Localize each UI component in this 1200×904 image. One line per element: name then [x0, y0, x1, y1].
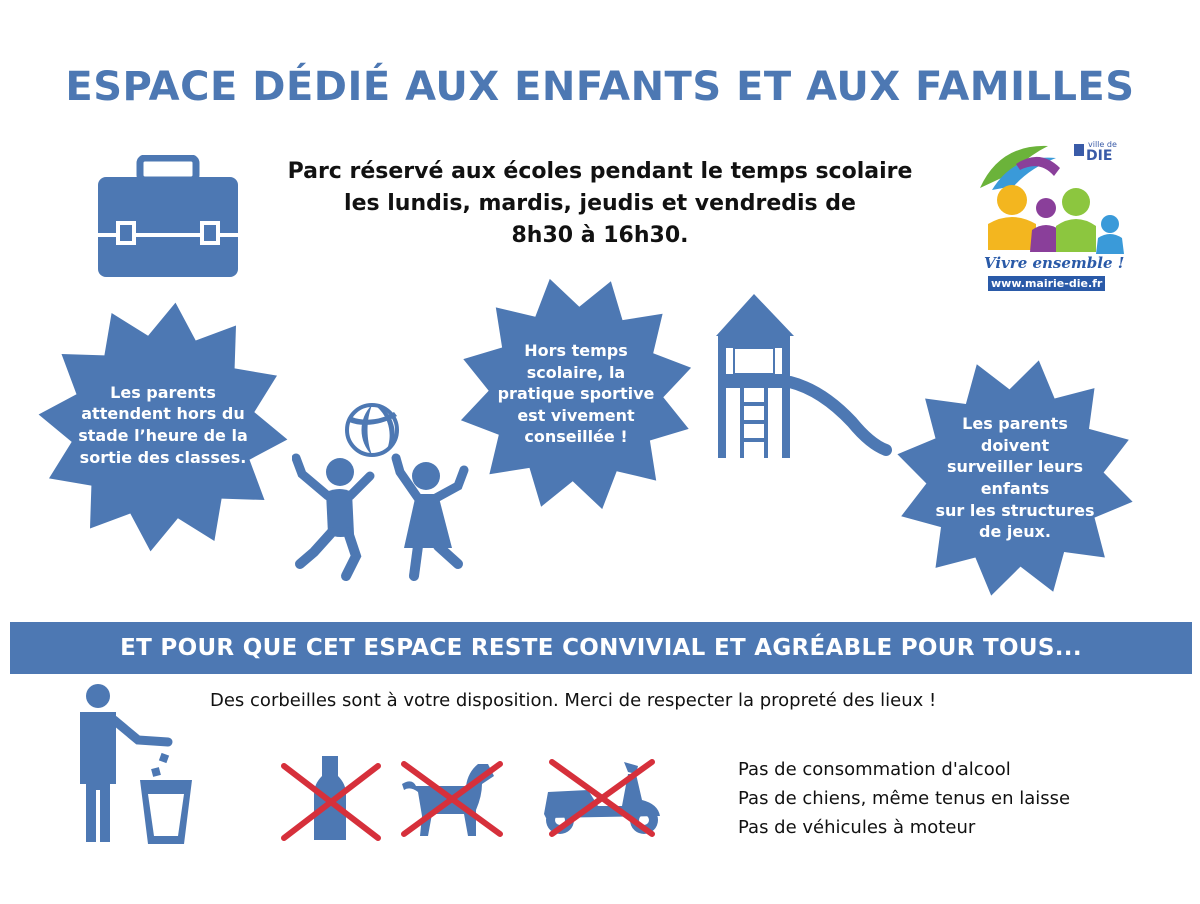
- star-line: Les parents: [962, 414, 1068, 434]
- banner-text: ET POUR QUE CET ESPACE RESTE CONVIVIAL ET AGRÉABLE POUR TOUS...: [120, 635, 1082, 661]
- star-line: de jeux.: [978, 522, 1051, 542]
- star-line: enfants: [980, 479, 1050, 498]
- page-title: ESPACE DÉDIÉ AUX ENFANTS ET AUX FAMILLES: [65, 64, 1135, 110]
- logo-slogan: Vivre ensemble !: [984, 254, 1125, 272]
- bins-notice: Des corbeilles sont à votre disposition. Merci de respecter la propreté des lieux !: [210, 690, 937, 711]
- schedule-line-1: Parc réservé aux écoles pendant le temps scolaire: [287, 159, 913, 184]
- star-line: est vivement: [517, 405, 635, 425]
- star-line: stade l’heure de la: [78, 426, 248, 445]
- star-line: sortie des classes.: [79, 447, 247, 467]
- star-line: sur les structures: [935, 500, 1095, 520]
- schedule-text: [270, 156, 930, 252]
- briefcase-icon: [96, 155, 240, 279]
- star-line: conseillée !: [524, 427, 628, 447]
- schedule-line-2: les lundis, mardis, jeudis et vendredis de: [344, 190, 856, 216]
- children-playing-icon: [292, 452, 472, 588]
- no-dogs-icon: [398, 756, 506, 840]
- logo-url: www.mairie-die.fr: [988, 276, 1105, 291]
- playground-slide-icon: [712, 290, 894, 460]
- ville-de-die-logo: [970, 138, 1128, 294]
- star-line: doivent: [980, 435, 1050, 455]
- star-text-sport: [486, 320, 666, 468]
- no-alcohol-icon: [278, 754, 384, 842]
- trash-bin-icon: [74, 682, 198, 846]
- logo-ville-de: ville de: [1088, 140, 1117, 149]
- logo-die: DIE: [1086, 148, 1113, 164]
- beach-ball-icon: [344, 402, 400, 458]
- star-line: surveiller leurs: [946, 457, 1083, 477]
- rule-no-vehicles: Pas de véhicules à moteur: [738, 816, 976, 838]
- star-line: pratique sportive: [497, 384, 655, 404]
- star-line: Hors temps: [524, 341, 628, 361]
- no-motor-vehicles-icon: [538, 756, 666, 838]
- schedule-line-3: 8h30 à 16h30.: [511, 222, 689, 248]
- rule-no-alcohol: Pas de consommation d'alcool: [738, 759, 1011, 780]
- rules-list: [738, 756, 1070, 842]
- star-line: scolaire, la: [526, 362, 626, 382]
- star-text-supervise: [925, 396, 1105, 560]
- star-line: Les parents: [110, 382, 216, 402]
- banner: [10, 622, 1192, 674]
- rule-no-dogs: Pas de chiens, même tenus en laisse: [738, 787, 1071, 809]
- star-line: attendent hors du: [81, 404, 245, 424]
- star-text-parents-wait: [66, 350, 260, 500]
